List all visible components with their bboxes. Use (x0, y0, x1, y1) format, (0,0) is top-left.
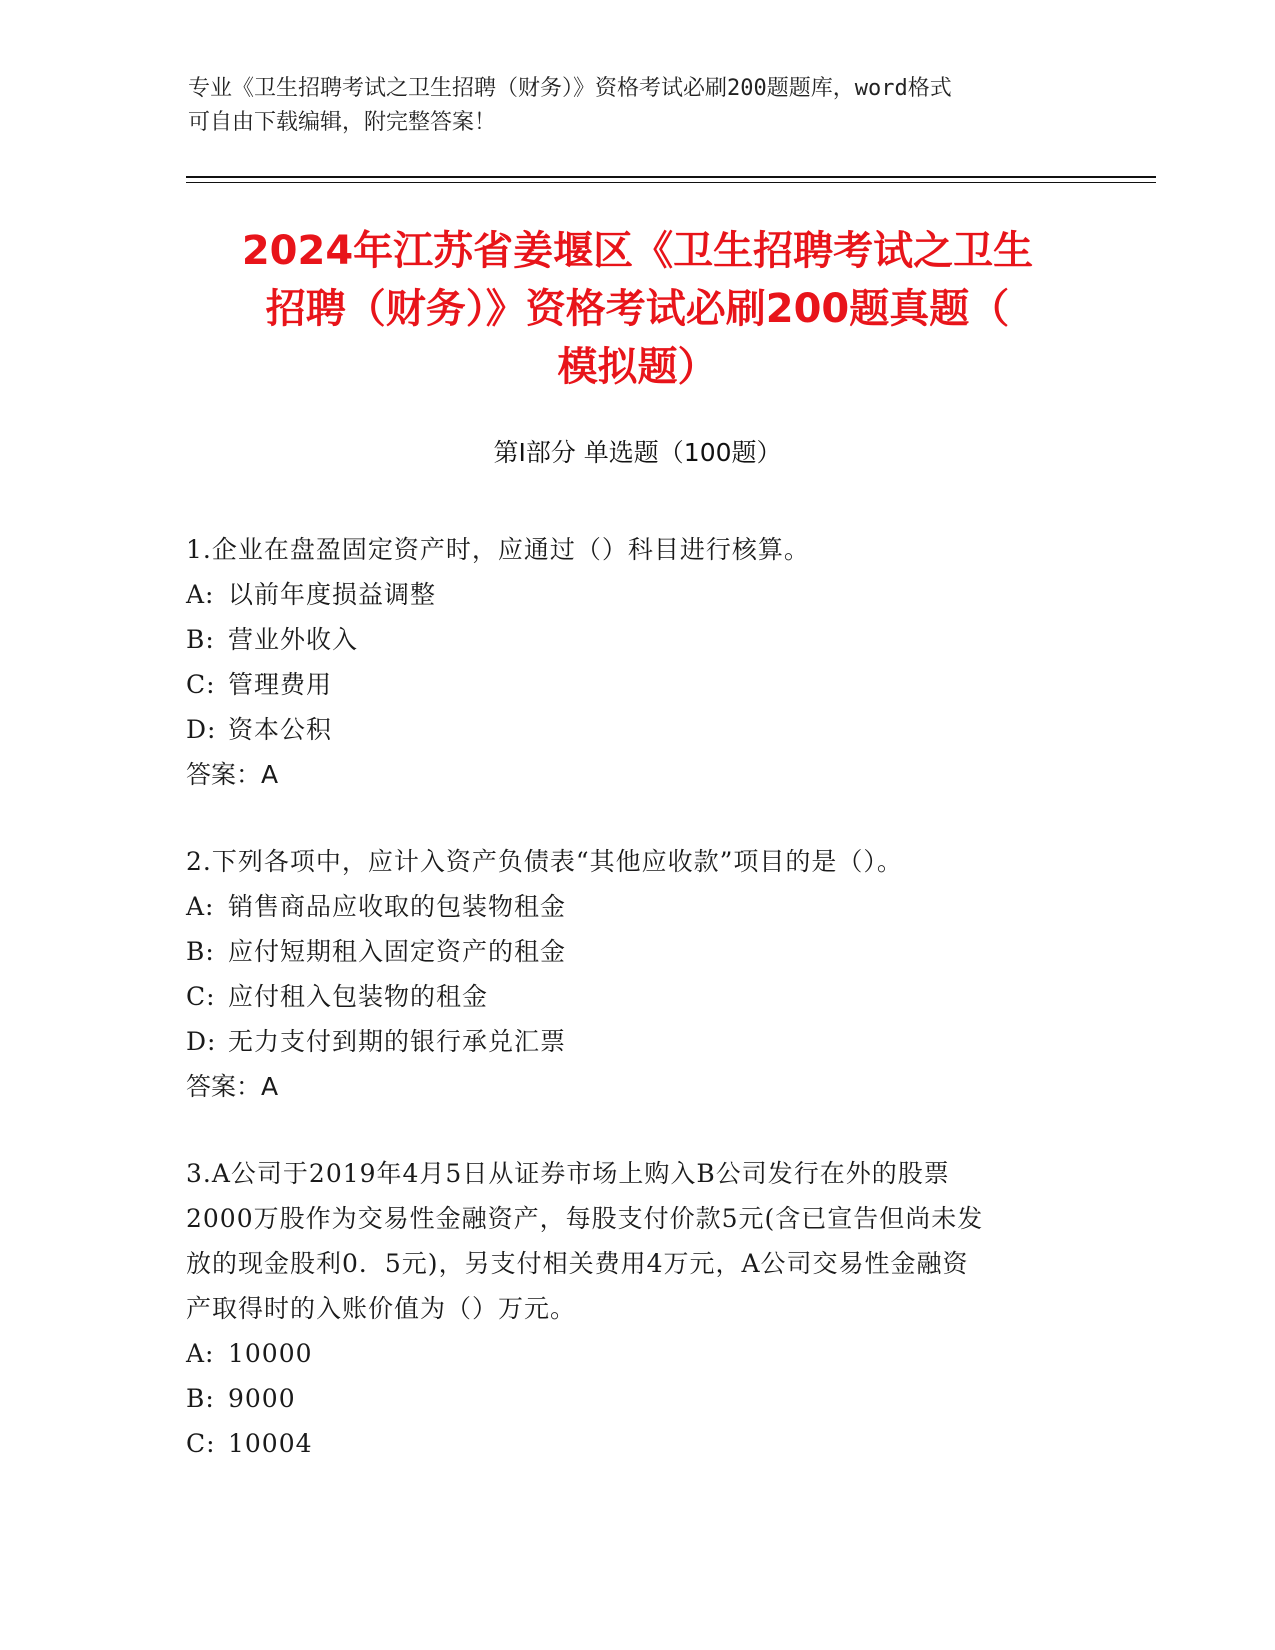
option-text: 以前年度损益调整 (228, 580, 437, 609)
option-key: A: (186, 892, 215, 921)
question-option (186, 929, 1086, 974)
title-line-3: 模拟题） (557, 344, 718, 390)
header-divider-thick (186, 176, 1156, 178)
option-key: D: (186, 1027, 217, 1056)
header-divider-thin (186, 182, 1156, 183)
option-key: C: (186, 1429, 216, 1458)
question-item (186, 527, 1086, 797)
option-key: B: (186, 1384, 215, 1413)
option-key: A: (186, 1339, 215, 1368)
question-stem-line: 放的现金股利0．5元)，另支付相关费用4万元，A公司交易性金融资 (186, 1249, 969, 1278)
option-key: D: (186, 715, 217, 744)
question-stem-line: 3.A公司于2019年4月5日从证券市场上购入B公司发行在外的股票 (186, 1159, 950, 1188)
question-option (186, 572, 1086, 617)
option-text: 10000 (228, 1339, 313, 1368)
option-key: B: (186, 625, 215, 654)
question-item (186, 839, 1086, 1109)
option-text: 资本公积 (228, 715, 333, 744)
question-stem-line: 2.下列各项中，应计入资产负债表“其他应收款”项目的是（）。 (186, 847, 903, 876)
question-option (186, 707, 1086, 752)
option-text: 营业外收入 (228, 625, 359, 654)
question-option (186, 974, 1086, 1019)
question-option (186, 1421, 1086, 1466)
title-line-1: 2024年江苏省姜堰区《卫生招聘考试之卫生 (241, 228, 1034, 274)
question-stem-line: 1.企业在盘盈固定资产时，应通过（）科目进行核算。 (186, 535, 810, 564)
question-option (186, 884, 1086, 929)
option-text: 管理费用 (228, 670, 333, 699)
question-stem-line: 2000万股作为交易性金融资产，每股支付价款5元(含已宣告但尚未发 (186, 1204, 984, 1233)
section-heading: 第Ⅰ部分 单选题（100题） (493, 438, 782, 467)
option-text: 应付租入包装物的租金 (228, 982, 489, 1011)
header-note-line-2: 可自由下载编辑，附完整答案！ (188, 110, 497, 135)
question-answer: 答案：A (186, 1072, 279, 1101)
question-list (186, 527, 1086, 1508)
option-text: 应付短期租入固定资产的租金 (228, 937, 567, 966)
question-stem-line: 产取得时的入账价值为（）万元。 (186, 1294, 577, 1323)
question-option (186, 1376, 1086, 1421)
option-text: 销售商品应收取的包装物租金 (228, 892, 567, 921)
option-key: C: (186, 982, 216, 1011)
option-key: A: (186, 580, 215, 609)
header-note (188, 72, 1088, 140)
question-item (186, 1151, 1086, 1466)
option-key: B: (186, 937, 215, 966)
question-option (186, 1331, 1086, 1376)
question-answer: 答案：A (186, 760, 279, 789)
question-option (186, 1019, 1086, 1064)
option-text: 9000 (228, 1384, 296, 1413)
page-title (150, 222, 1125, 396)
option-text: 无力支付到期的银行承兑汇票 (228, 1027, 567, 1056)
option-key: C: (186, 670, 216, 699)
question-option (186, 617, 1086, 662)
question-option (186, 662, 1086, 707)
title-line-2: 招聘（财务）》资格考试必刷200题真题（ (265, 286, 1010, 332)
header-note-line-1: 专业《卫生招聘考试之卫生招聘（财务）》资格考试必刷200题题库，word格式 (188, 76, 952, 101)
option-text: 10004 (228, 1429, 313, 1458)
